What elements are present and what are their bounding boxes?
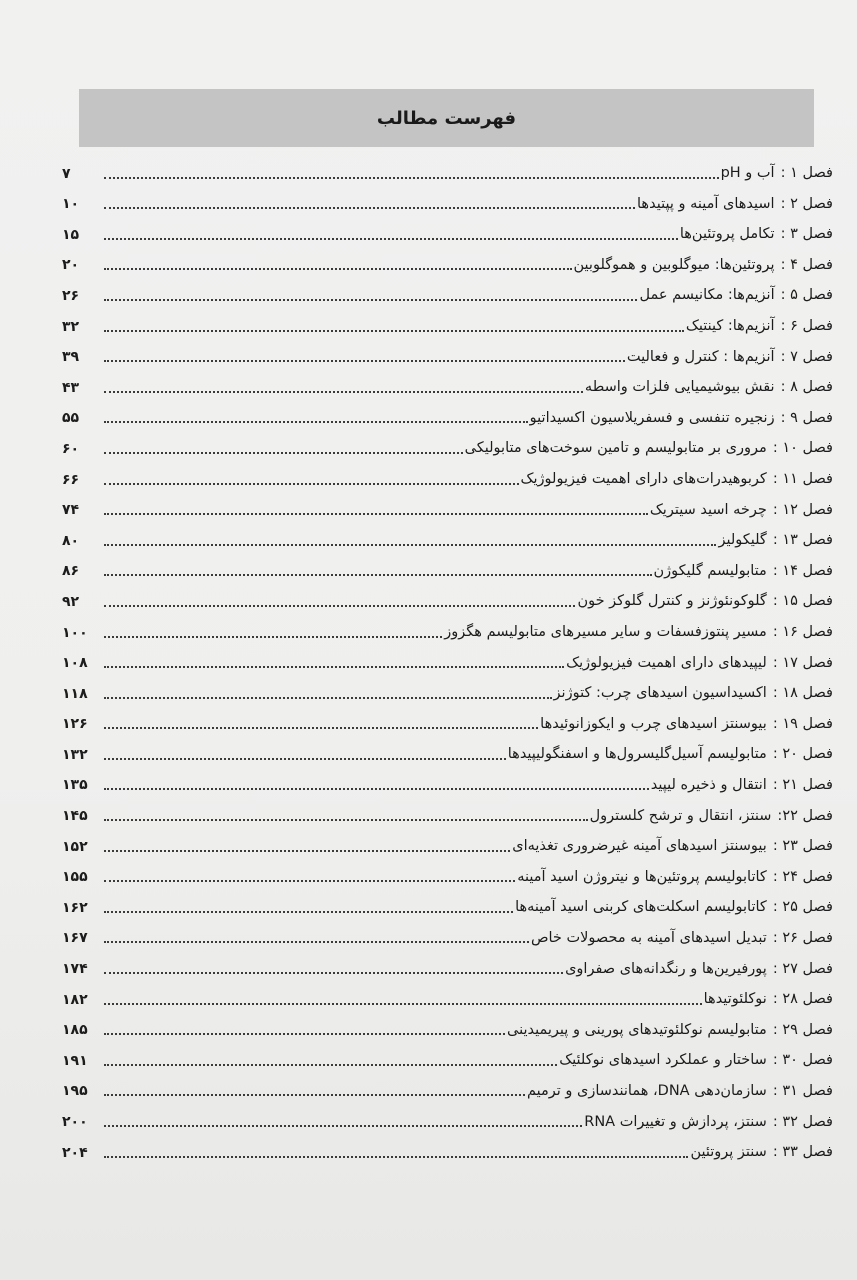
toc-entry: [62, 155, 833, 186]
toc-chapter-title: کاتابولیسم اسکلت‌های کربنی اسید آمینه‌ها: [515, 899, 767, 916]
toc-header-bar: [79, 89, 814, 147]
toc-chapter-number: فصل ۲۲:: [777, 807, 833, 824]
dot-leader: [104, 819, 588, 821]
dot-leader: [104, 1033, 505, 1035]
dot-leader: [104, 605, 575, 607]
toc-entry: [62, 1042, 833, 1073]
dot-leader: [104, 788, 649, 790]
toc-entry: [62, 522, 833, 553]
toc-page-number: ۲۰: [62, 257, 80, 274]
toc-entry: [62, 859, 833, 890]
toc-chapter-number: فصل ۳۳ :: [772, 1144, 833, 1161]
toc-page-number: ۷۴: [62, 502, 80, 519]
toc-page-number: ۱۷۴: [62, 961, 88, 978]
toc-entry: [62, 461, 833, 492]
toc-chapter-number: فصل ۱۰ :: [772, 440, 833, 457]
toc-chapter-number: فصل ۹ :: [780, 409, 833, 426]
dot-leader: [104, 1003, 702, 1005]
toc-chapter-title: گلیکولیز: [718, 532, 767, 549]
toc-chapter-title: اسیدهای آمینه و پپتیدها: [637, 195, 775, 212]
toc-chapter-number: فصل ۱۹ :: [772, 715, 833, 732]
toc-chapter-number: فصل ۱۲ :: [772, 501, 833, 518]
toc-page-number: ۸۰: [62, 532, 80, 549]
toc-entry: [62, 920, 833, 951]
toc-page-number: ۱۰۸: [62, 655, 88, 672]
toc-chapter-title: آنزیم‌ها: کینتیک: [685, 318, 775, 335]
toc-page-number: ۱۱۸: [62, 685, 88, 702]
toc-page-number: ۱۰۰: [62, 624, 88, 641]
toc-chapter-title: اکسیداسیون اسیدهای چرب: کتوژنز: [553, 685, 767, 702]
dot-leader: [104, 177, 719, 179]
toc-chapter-title: ساختار و عملکرد اسیدهای نوکلئیک: [559, 1052, 767, 1069]
toc-entry: [62, 308, 833, 339]
dot-leader: [104, 574, 652, 576]
dot-leader: [104, 1064, 557, 1066]
toc-page-number: ۲۶: [62, 287, 80, 304]
toc-chapter-title: مروری بر متابولیسم و تامین سوخت‌های متابولیکی: [464, 440, 767, 457]
toc-page-number: ۶۶: [62, 471, 80, 488]
toc-entry: [62, 369, 833, 400]
dot-leader: [104, 1125, 582, 1127]
dot-leader: [104, 544, 716, 546]
toc-page-number: ۱۶۷: [62, 930, 88, 947]
toc-page-number: ۶۰: [62, 440, 80, 457]
toc-chapter-number: فصل ۲۸ :: [772, 991, 833, 1008]
toc-chapter-title: مسیر پنتوزفسفات و سایر مسیرهای متابولیسم هگزوز: [444, 624, 767, 640]
toc-chapter-number: فصل ۱۱ :: [772, 471, 833, 488]
toc-chapter-number: فصل ۲۷ :: [772, 960, 833, 977]
toc-page-number: ۱۹۱: [62, 1052, 88, 1069]
toc-chapter-number: فصل ۸ :: [780, 379, 833, 396]
toc-entry: [62, 706, 833, 737]
toc-page-number: ۹۲: [62, 593, 80, 610]
toc-chapter-title: تبدیل اسیدهای آمینه به محصولات خاص: [530, 929, 767, 946]
toc-entry: [62, 553, 833, 584]
toc-entry: [62, 797, 833, 828]
toc-page-number: ۱۶۲: [62, 899, 88, 916]
toc-chapter-number: فصل ۱۵ :: [772, 593, 833, 610]
toc-chapter-number: فصل ۱۸ :: [772, 685, 833, 702]
toc-entry: [62, 583, 833, 614]
dot-leader: [104, 360, 625, 362]
dot-leader: [104, 1094, 525, 1096]
toc-chapter-title: چرخه اسید سیتریک: [649, 501, 767, 518]
toc-page-number: ۴۳: [62, 379, 80, 396]
toc-entry: [62, 889, 833, 920]
toc-entry: [62, 430, 833, 461]
dot-leader: [104, 513, 648, 515]
dot-leader: [104, 238, 678, 240]
toc-chapter-number: فصل ۲۵ :: [772, 899, 833, 916]
toc-chapter-number: فصل ۳۰ :: [772, 1052, 833, 1069]
toc-chapter-number: فصل ۳ :: [780, 226, 833, 243]
toc-chapter-title: پورفیرین‌ها و رنگدانه‌های صفراوی: [565, 960, 767, 977]
dot-leader: [104, 268, 572, 270]
toc-chapter-title: نقش بیوشیمیایی فلزات واسطه: [584, 379, 775, 396]
toc-page-number: ۱۲۶: [62, 716, 88, 733]
toc-entry: [62, 981, 833, 1012]
toc-entry: [62, 247, 833, 278]
toc-entry: [62, 339, 833, 370]
toc-chapter-number: فصل ۳۲ :: [772, 1113, 833, 1130]
toc-entry: [62, 1103, 833, 1134]
toc-page-number: ۱۵: [62, 226, 80, 243]
toc-chapter-title: کربوهیدرات‌های دارای اهمیت فیزیولوژیک: [520, 471, 767, 488]
toc-chapter-number: فصل ۲۱ :: [772, 776, 833, 793]
toc-page-number: ۱۸۵: [62, 1022, 88, 1039]
toc-page-number: ۱۸۲: [62, 991, 88, 1008]
dot-leader: [104, 972, 563, 974]
toc-chapter-title: انتقال و ذخیره لیپید: [650, 776, 767, 793]
dot-leader: [104, 758, 506, 760]
dot-leader: [104, 1156, 688, 1158]
toc-chapter-title: آنزیم‌ها: مکانیسم عمل: [639, 287, 775, 304]
toc-chapter-title: نوکلئوتیدها: [703, 991, 767, 1008]
toc-entry: [62, 675, 833, 706]
toc-chapter-title: بیوسنتز اسیدهای آمینه غیرضروری تغذیه‌ای: [512, 838, 767, 855]
toc-chapter-title: گلوکونئوژنز و کنترل گلوکز خون: [577, 593, 767, 610]
toc-page-number: ۱۳۵: [62, 777, 88, 794]
dot-leader: [104, 850, 510, 852]
toc-page-number: ۷: [62, 165, 71, 182]
dot-leader: [104, 452, 463, 454]
toc-page-number: ۳۲: [62, 318, 80, 335]
dot-leader: [104, 911, 513, 913]
toc-chapter-title: لیپیدهای دارای اهمیت فیزیولوژیک: [566, 654, 767, 671]
toc-page-number: ۱۳۲: [62, 746, 88, 763]
toc-chapter-number: فصل ۱۴ :: [772, 562, 833, 579]
toc-entry: [62, 216, 833, 247]
toc-chapter-number: فصل ۴ :: [780, 256, 833, 273]
toc-chapter-title: زنجیره تنفسی و فسفریلاسیون اکسیداتیو: [529, 409, 775, 426]
toc-page-number: ۲۰۰: [62, 1114, 88, 1130]
toc-page-number: ۸۶: [62, 563, 80, 580]
dot-leader: [104, 483, 519, 485]
toc-chapter-title: سنتز پروتئین: [690, 1144, 767, 1161]
toc-entry: [62, 277, 833, 308]
toc-chapter-title: آنزیم‌ها : کنترل و فعالیت: [626, 348, 775, 365]
toc-chapter-number: فصل ۳۱ :: [772, 1082, 833, 1099]
toc-chapter-title: سازمان‌دهی DNA، همانندسازی و ترمیم: [526, 1082, 767, 1099]
toc-chapter-number: فصل ۲۳ :: [772, 838, 833, 855]
toc-chapter-title: متابولیسم گلیکوژن: [653, 562, 767, 579]
toc-entry: [62, 1134, 833, 1165]
toc-chapter-number: فصل ۱ :: [780, 165, 833, 182]
toc-entry: [62, 614, 833, 645]
toc-chapter-number: فصل ۱۶ :: [772, 624, 833, 640]
toc-chapter-title: سنتز، پردازش و تغییرات RNA: [584, 1113, 767, 1130]
toc-chapter-number: فصل ۵ :: [780, 287, 833, 304]
dot-leader: [104, 330, 684, 332]
toc-chapter-title: متابولیسم نوکلئوتیدهای پورینی و پیریمیدینی: [507, 1021, 767, 1038]
toc-entry: [62, 1012, 833, 1043]
toc-chapter-number: فصل ۱۳ :: [772, 532, 833, 549]
toc-page-number: ۱۵۲: [62, 838, 88, 855]
toc-entry: [62, 645, 833, 676]
toc-entry: [62, 736, 833, 767]
toc-title: فهرست مطالب: [376, 107, 517, 129]
toc-chapter-title: متابولیسم آسیل‌گلیسرول‌ها و اسفنگولیپیدها: [507, 746, 767, 763]
dot-leader: [104, 421, 528, 423]
toc-chapter-number: فصل ۲۹ :: [772, 1021, 833, 1038]
toc-chapter-title: پروتئین‌ها: میوگلوبین و هموگلوبین: [573, 256, 775, 273]
dot-leader: [104, 666, 564, 668]
dot-leader: [104, 391, 583, 393]
toc-chapter-number: فصل ۲۴ :: [772, 868, 833, 885]
toc-chapter-number: فصل ۱۷ :: [772, 654, 833, 671]
dot-leader: [104, 697, 552, 699]
toc-page-number: ۱۹۵: [62, 1083, 88, 1100]
toc-chapter-number: فصل ۲۰ :: [772, 746, 833, 763]
toc-entry: [62, 950, 833, 981]
dot-leader: [104, 880, 515, 882]
dot-leader: [104, 207, 635, 209]
toc-chapter-title: کاتابولیسم پروتئین‌ها و نیتروژن اسید آمینه: [517, 868, 767, 885]
toc-chapter-number: فصل ۲ :: [780, 195, 833, 212]
toc-page-number: ۱۵۵: [62, 869, 88, 886]
toc-page-number: ۳۹: [62, 349, 80, 366]
toc-chapter-number: فصل ۶ :: [780, 318, 833, 335]
toc-entry: [62, 828, 833, 859]
toc-page-number: ۱۴۵: [62, 808, 88, 825]
toc-entry: [62, 400, 833, 431]
toc-entry: [62, 1073, 833, 1104]
toc-chapter-number: فصل ۲۶ :: [772, 929, 833, 946]
toc-chapter-number: فصل ۷ :: [780, 348, 833, 365]
toc-page-number: ۱۰: [62, 196, 80, 213]
toc-chapter-title: سنتز، انتقال و ترشح کلسترول: [589, 807, 772, 824]
dot-leader: [104, 727, 538, 729]
toc-page-number: ۵۵: [62, 410, 80, 427]
dot-leader: [104, 299, 637, 301]
dot-leader: [104, 941, 529, 943]
toc-entry: [62, 492, 833, 523]
toc-chapter-title: تکامل پروتئین‌ها: [679, 226, 775, 243]
toc-list: [62, 155, 833, 1165]
toc-chapter-title: آب و pH: [720, 165, 775, 182]
toc-entry: [62, 186, 833, 217]
toc-entry: [62, 767, 833, 798]
toc-chapter-title: بیوسنتز اسیدهای چرب و ایکوزانوئیدها: [540, 715, 767, 732]
dot-leader: [104, 636, 442, 638]
toc-page-number: ۲۰۴: [62, 1144, 88, 1161]
